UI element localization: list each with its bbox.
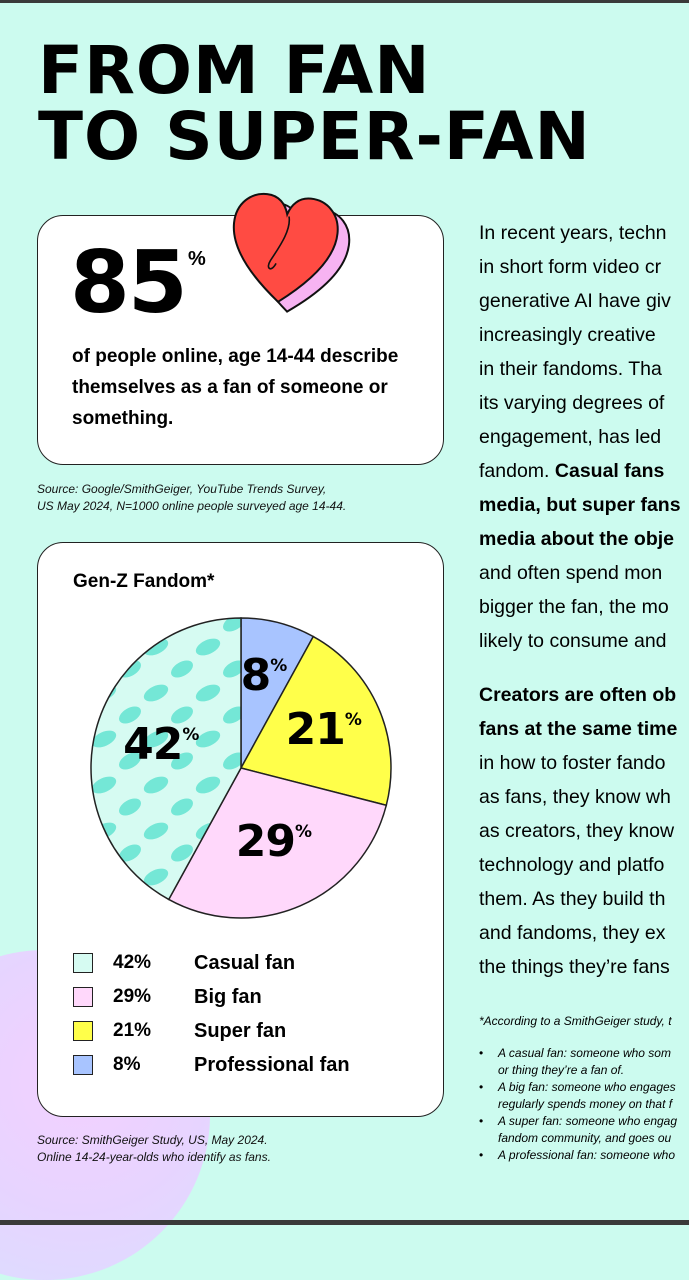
pie-chart <box>38 543 445 943</box>
body-line: engagement, has led <box>479 426 662 448</box>
body-line: bigger the fan, the mo <box>479 596 669 618</box>
body-line: in short form video cr <box>479 256 662 278</box>
legend-swatch <box>73 987 93 1007</box>
stat-value: 85 <box>70 233 186 333</box>
stat-percent-sign: % <box>188 248 206 270</box>
footnote-list <box>479 1045 689 1164</box>
legend-percent: 21% <box>113 1020 152 1041</box>
legend-percent: 42% <box>113 952 152 973</box>
legend-swatch <box>73 1021 93 1041</box>
pie-label-casual-fan: 42% <box>123 719 200 771</box>
bottom-border <box>0 1220 689 1225</box>
pie-label-super-fan: 21% <box>285 704 362 756</box>
footnote-item: • A big fan: someone who engages regularly spends money on that f <box>479 1079 689 1113</box>
legend-label: Super fan <box>194 1020 287 1042</box>
footnote-intro: *According to a SmithGeiger study, t <box>479 1014 672 1028</box>
body-line: In recent years, techn <box>479 222 667 244</box>
pie-label-big-fan: 29% <box>235 815 313 867</box>
legend-label: Casual fan <box>194 952 296 974</box>
stat-source-line-1: Source: Google/SmithGeiger, YouTube Trends Survey, <box>37 482 327 496</box>
body-line: fans at the same time <box>479 718 678 740</box>
legend-swatch <box>73 953 93 973</box>
body-line: likely to consume and <box>479 630 667 652</box>
legend-percent: 29% <box>113 986 152 1007</box>
body-line: media about the obje <box>479 528 675 550</box>
title-line-2: TO SUPER-FAN <box>38 98 591 175</box>
stat-description: of people online, age 14-44 describe themselves as a fan of someone or something. <box>72 346 399 429</box>
stat-source <box>37 481 397 515</box>
body-line-bold: Casual fans <box>554 460 665 482</box>
body-line: Creators are often ob <box>479 684 677 706</box>
body-line: and fandoms, they ex <box>479 922 666 944</box>
chart-title: Gen-Z Fandom* <box>73 571 215 592</box>
body-line: generative AI have giv <box>479 290 671 312</box>
body-text <box>479 216 689 984</box>
body-line: them. As they build th <box>479 888 666 910</box>
stat-source-line-2: US May 2024, N=1000 online people surveyed age 14-44. <box>37 499 347 513</box>
legend-label: Big fan <box>194 986 262 1008</box>
body-line: increasingly creative <box>479 324 656 346</box>
footnote-item: • A casual fan: someone who som or thing they’re a fan of. <box>479 1045 689 1079</box>
legend-swatch <box>73 1055 93 1075</box>
chart-source <box>37 1132 397 1166</box>
legend-label: Professional fan <box>194 1054 350 1076</box>
chart-source-line-2: Online 14-24-year-olds who identify as fans. <box>37 1150 271 1164</box>
body-line: and often spend mon <box>479 562 663 584</box>
chart-card <box>37 542 444 1117</box>
title-line-1: FROM FAN <box>38 32 431 109</box>
page-title <box>38 32 591 175</box>
pie-label-professional-fan: 8% <box>240 649 288 701</box>
body-paragraph-1 <box>479 216 689 658</box>
body-line: its varying degrees of <box>479 392 665 414</box>
legend-percent: 8% <box>113 1054 141 1075</box>
top-border <box>0 0 689 3</box>
chart-source-line-1: Source: SmithGeiger Study, US, May 2024. <box>37 1133 268 1147</box>
body-paragraph-2 <box>479 678 689 984</box>
footnote-item: • A professional fan: someone who <box>479 1147 689 1164</box>
body-line: in how to foster fando <box>479 752 666 774</box>
heart-icon <box>228 190 353 320</box>
body-line: fandom. <box>479 460 555 482</box>
body-line: technology and platfo <box>479 854 665 876</box>
body-line: in their fandoms. Tha <box>479 358 662 380</box>
body-line: the things they’re fans <box>479 956 670 978</box>
footnote-item: • A super fan: someone who engag fandom community, and goes ou <box>479 1113 689 1147</box>
body-line: as creators, they know <box>479 820 675 842</box>
body-line: media, but super fans <box>479 494 681 516</box>
body-line: as fans, they know wh <box>479 786 671 808</box>
